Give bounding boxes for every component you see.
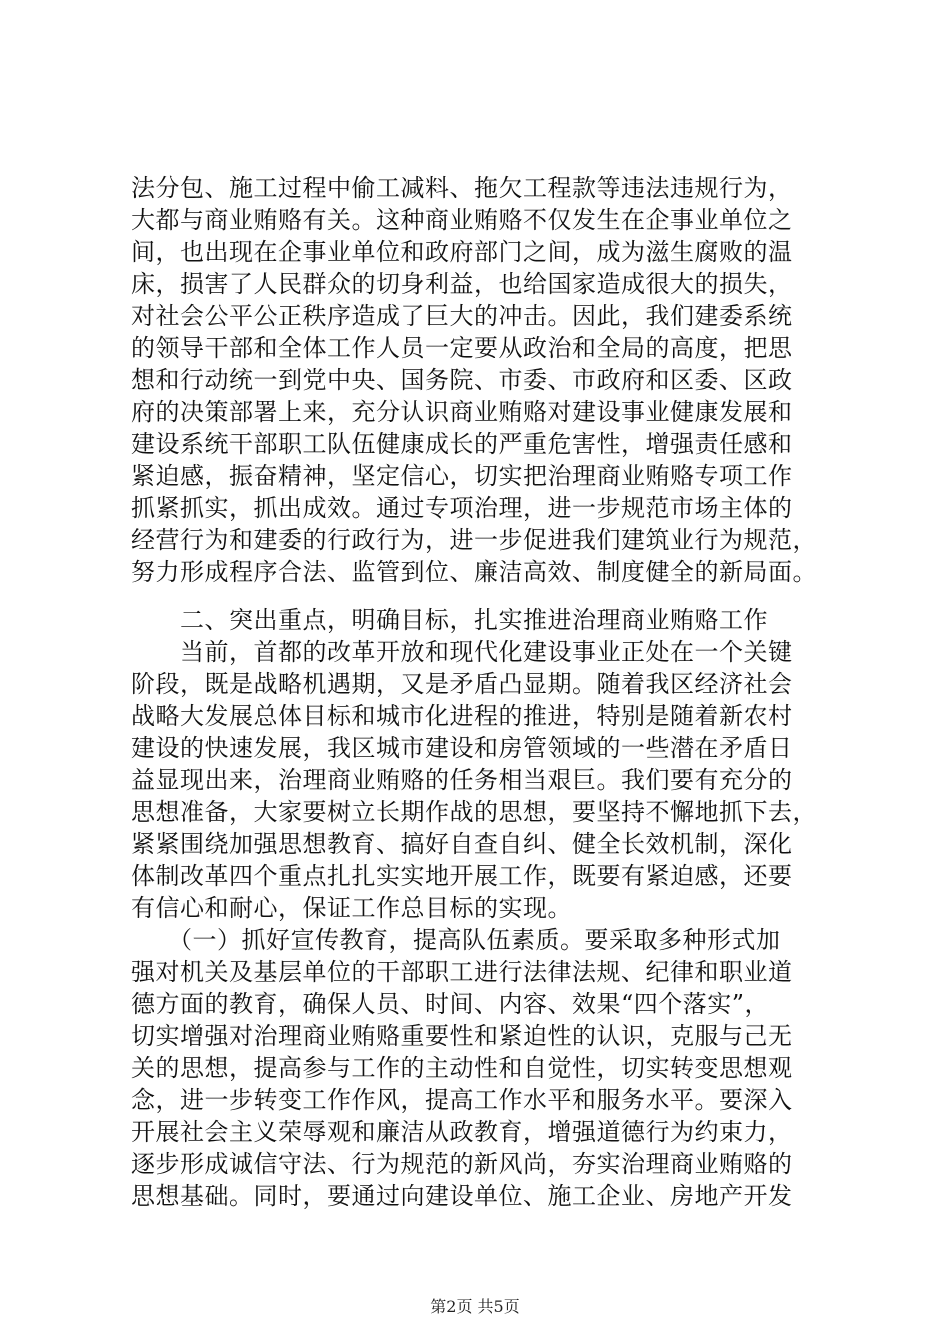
text-line: 紧紧围绕加强思想教育、搞好自查自纠、健全长效机制，深化 xyxy=(131,830,793,858)
text-line: 阶段，既是战略机遇期，又是矛盾凸显期。随着我区经济社会 xyxy=(131,670,793,698)
text-line: 经营行为和建委的行政行为，进一步促进我们建筑业行为规范， xyxy=(131,526,817,554)
text-line: 思想准备，大家要树立长期作战的思想，要坚持不懈地抓下去， xyxy=(131,798,817,826)
text-line: 关的思想，提高参与工作的主动性和自觉性，切实转变思想观 xyxy=(131,1054,793,1082)
text-line: 法分包、施工过程中偷工减料、拖欠工程款等违法违规行为， xyxy=(131,174,793,202)
text-line: 有信心和耐心，保证工作总目标的实现。 xyxy=(131,894,572,922)
text-line: 德方面的教育，确保人员、时间、内容、效果“四个落实”， xyxy=(131,990,770,1018)
text-line: 益显现出来，治理商业贿赂的任务相当艰巨。我们要有充分的 xyxy=(131,766,793,794)
text-line: 紧迫感，振奋精神，坚定信心，切实把治理商业贿赂专项工作 xyxy=(131,462,793,490)
text-line: 逐步形成诚信守法、行为规范的新风尚，夯实治理商业贿赂的 xyxy=(131,1150,793,1178)
text-line: 当前，首都的改革开放和现代化建设事业正处在一个关键 xyxy=(131,638,793,666)
text-line: 府的决策部署上来，充分认识商业贿赂对建设事业健康发展和 xyxy=(131,398,793,426)
text-line: 对社会公平公正秩序造成了巨大的冲击。因此，我们建委系统 xyxy=(131,302,793,330)
text-line: 体制改革四个重点扎扎实实地开展工作，既要有紧迫感，还要 xyxy=(131,862,793,890)
text-line: 大都与商业贿赂有关。这种商业贿赂不仅发生在企事业单位之 xyxy=(131,206,793,234)
text-line: 间，也出现在企事业单位和政府部门之间，成为滋生腐败的温 xyxy=(131,238,793,266)
text-line: 思想基础。同时，要通过向建设单位、施工企业、房地产开发 xyxy=(131,1182,793,1210)
page-number-footer: 第2页 共5页 xyxy=(430,1297,520,1316)
section-heading: 二、突出重点，明确目标，扎实推进治理商业贿赂工作 xyxy=(131,606,768,634)
text-line: （一）抓好宣传教育，提高队伍素质。要采取多种形式加 xyxy=(131,926,781,954)
text-line: 切实增强对治理商业贿赂重要性和紧迫性的认识，克服与己无 xyxy=(131,1022,793,1050)
text-line: 努力形成程序合法、监管到位、廉洁高效、制度健全的新局面。 xyxy=(131,558,817,586)
text-line: 战略大发展总体目标和城市化进程的推进，特别是随着新农村 xyxy=(131,702,793,730)
text-line: 床，损害了人民群众的切身利益，也给国家造成很大的损失， xyxy=(131,270,793,298)
text-line: 的领导干部和全体工作人员一定要从政治和全局的高度，把思 xyxy=(131,334,793,362)
text-line: 建设系统干部职工队伍健康成长的严重危害性，增强责任感和 xyxy=(131,430,793,458)
text-line: 想和行动统一到党中央、国务院、市委、市政府和区委、区政 xyxy=(131,366,793,394)
text-line: 强对机关及基层单位的干部职工进行法律法规、纪律和职业道 xyxy=(131,958,793,986)
text-line: 建设的快速发展，我区城市建设和房管领域的一些潜在矛盾日 xyxy=(131,734,793,762)
text-line: 开展社会主义荣辱观和廉洁从政教育，增强道德行为约束力， xyxy=(131,1118,793,1146)
text-line: 念，进一步转变工作作风，提高工作水平和服务水平。要深入 xyxy=(131,1086,793,1114)
text-line: 抓紧抓实，抓出成效。通过专项治理，进一步规范市场主体的 xyxy=(131,494,793,522)
